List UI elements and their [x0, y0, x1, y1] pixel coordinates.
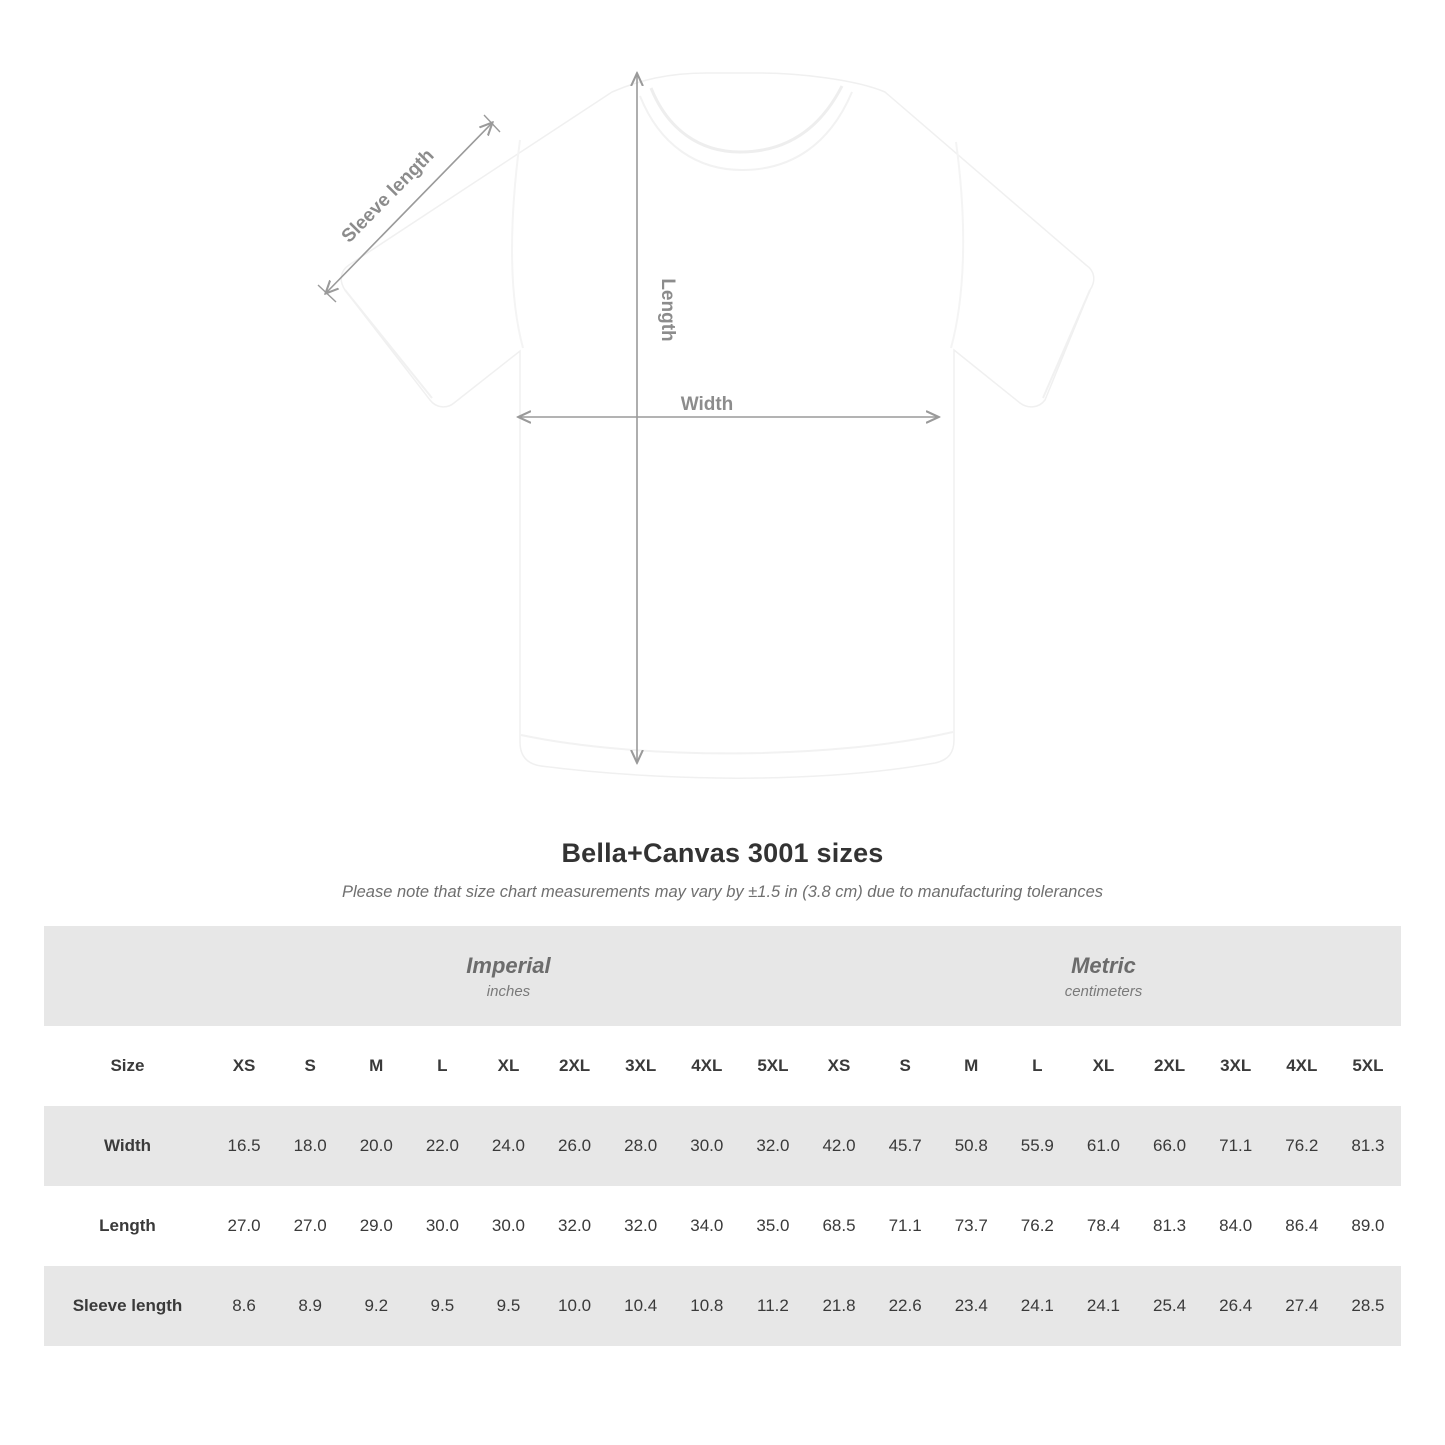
cell-width-imperial-xs: 16.5: [211, 1106, 277, 1186]
table-row: [44, 1106, 1401, 1186]
header-metric-s: S: [872, 1026, 938, 1106]
cell-length-imperial-xs: 27.0: [211, 1186, 277, 1266]
chart-title: Bella+Canvas 3001 sizes: [561, 838, 884, 868]
cell-length-imperial-4xl: 34.0: [674, 1186, 740, 1266]
unit-sub-metric: centimeters: [1064, 983, 1143, 1001]
cell-sleeve-metric-4xl: 27.4: [1269, 1266, 1335, 1346]
cell-width-imperial-m: 20.0: [343, 1106, 409, 1186]
cell-sleeve-imperial-2xl: 10.0: [542, 1266, 608, 1346]
cell-sleeve-metric-2xl: 25.4: [1137, 1266, 1203, 1346]
cell-width-imperial-5xl: 32.0: [740, 1106, 806, 1186]
header-metric-3xl: 3XL: [1203, 1026, 1269, 1106]
cell-width-metric-m: 50.8: [938, 1106, 1004, 1186]
cell-width-metric-5xl: 81.3: [1335, 1106, 1401, 1186]
cell-width-imperial-4xl: 30.0: [674, 1106, 740, 1186]
cell-length-metric-s: 71.1: [872, 1186, 938, 1266]
cell-sleeve-imperial-l: 9.5: [409, 1266, 475, 1346]
header-metric-4xl: 4XL: [1269, 1026, 1335, 1106]
chart-subtitle: Please note that size chart measurements may vary by ±1.5 in (3.8 cm) due to manufacturing tolerances: [341, 883, 1104, 901]
cell-length-imperial-m: 29.0: [343, 1186, 409, 1266]
size-header-row: [44, 1026, 1401, 1106]
cell-width-imperial-3xl: 28.0: [608, 1106, 674, 1186]
length-label: Length: [657, 278, 678, 342]
cell-width-imperial-2xl: 26.0: [542, 1106, 608, 1186]
tshirt-shape: [341, 73, 1094, 778]
cell-width-imperial-l: 22.0: [409, 1106, 475, 1186]
unit-sub-imperial: inches: [486, 983, 531, 1001]
header-imperial-l: L: [409, 1026, 475, 1106]
header-metric-l: L: [1004, 1026, 1070, 1106]
header-metric-xl: XL: [1070, 1026, 1136, 1106]
row-label-length: Length: [44, 1186, 211, 1266]
cell-width-metric-xl: 61.0: [1070, 1106, 1136, 1186]
cell-length-imperial-l: 30.0: [409, 1186, 475, 1266]
cell-sleeve-metric-l: 24.1: [1004, 1266, 1070, 1346]
cell-length-metric-2xl: 81.3: [1137, 1186, 1203, 1266]
sleeve-length-label: Sleeve length: [337, 145, 439, 248]
cell-width-metric-3xl: 71.1: [1203, 1106, 1269, 1186]
header-metric-m: M: [938, 1026, 1004, 1106]
cell-width-metric-l: 55.9: [1004, 1106, 1070, 1186]
row-label-width: Width: [44, 1106, 211, 1186]
cell-width-metric-2xl: 66.0: [1137, 1106, 1203, 1186]
cell-length-metric-5xl: 89.0: [1335, 1186, 1401, 1266]
width-label: Width: [680, 394, 734, 415]
cell-length-metric-xl: 78.4: [1070, 1186, 1136, 1266]
row-label-sleeve-length: Sleeve length: [44, 1266, 211, 1346]
unit-header-row: [44, 926, 1401, 1026]
header-imperial-5xl: 5XL: [740, 1026, 806, 1106]
cell-sleeve-metric-xs: 21.8: [806, 1266, 872, 1346]
cell-length-imperial-s: 27.0: [277, 1186, 343, 1266]
unit-group-metric: [806, 926, 1401, 1026]
header-imperial-3xl: 3XL: [608, 1026, 674, 1106]
header-imperial-xl: XL: [475, 1026, 541, 1106]
cell-sleeve-imperial-4xl: 10.8: [674, 1266, 740, 1346]
header-imperial-s: S: [277, 1026, 343, 1106]
header-metric-2xl: 2XL: [1137, 1026, 1203, 1106]
size-table-wrapper: [0, 926, 1445, 1346]
cell-length-metric-m: 73.7: [938, 1186, 1004, 1266]
cell-sleeve-metric-5xl: 28.5: [1335, 1266, 1401, 1346]
unit-name-imperial: Imperial: [466, 952, 551, 978]
table-row: [44, 1266, 1401, 1346]
header-imperial-xs: XS: [211, 1026, 277, 1106]
cell-width-metric-s: 45.7: [872, 1106, 938, 1186]
table-row: [44, 1186, 1401, 1266]
header-size: Size: [44, 1026, 211, 1106]
cell-length-metric-4xl: 86.4: [1269, 1186, 1335, 1266]
unit-header-spacer: [44, 926, 211, 1026]
header-imperial-2xl: 2XL: [542, 1026, 608, 1106]
header-metric-5xl: 5XL: [1335, 1026, 1401, 1106]
unit-group-imperial: [211, 926, 806, 1026]
cell-width-imperial-xl: 24.0: [475, 1106, 541, 1186]
cell-width-metric-xs: 42.0: [806, 1106, 872, 1186]
cell-sleeve-imperial-5xl: 11.2: [740, 1266, 806, 1346]
cell-length-imperial-5xl: 35.0: [740, 1186, 806, 1266]
cell-sleeve-imperial-s: 8.9: [277, 1266, 343, 1346]
cell-sleeve-metric-s: 22.6: [872, 1266, 938, 1346]
cell-length-imperial-3xl: 32.0: [608, 1186, 674, 1266]
cell-width-imperial-s: 18.0: [277, 1106, 343, 1186]
cell-length-metric-xs: 68.5: [806, 1186, 872, 1266]
cell-sleeve-imperial-xl: 9.5: [475, 1266, 541, 1346]
header-metric-xs: XS: [806, 1026, 872, 1106]
unit-name-metric: Metric: [1071, 952, 1136, 978]
cell-length-metric-3xl: 84.0: [1203, 1186, 1269, 1266]
cell-sleeve-imperial-m: 9.2: [343, 1266, 409, 1346]
cell-sleeve-metric-m: 23.4: [938, 1266, 1004, 1346]
cell-width-metric-4xl: 76.2: [1269, 1106, 1335, 1186]
cell-sleeve-metric-3xl: 26.4: [1203, 1266, 1269, 1346]
header-imperial-m: M: [343, 1026, 409, 1106]
cell-length-metric-l: 76.2: [1004, 1186, 1070, 1266]
cell-sleeve-imperial-xs: 8.6: [211, 1266, 277, 1346]
title-block: [0, 838, 1445, 902]
cell-sleeve-metric-xl: 24.1: [1070, 1266, 1136, 1346]
header-imperial-4xl: 4XL: [674, 1026, 740, 1106]
cell-length-imperial-2xl: 32.0: [542, 1186, 608, 1266]
size-table: [44, 926, 1401, 1346]
cell-sleeve-imperial-3xl: 10.4: [608, 1266, 674, 1346]
cell-length-imperial-xl: 30.0: [475, 1186, 541, 1266]
